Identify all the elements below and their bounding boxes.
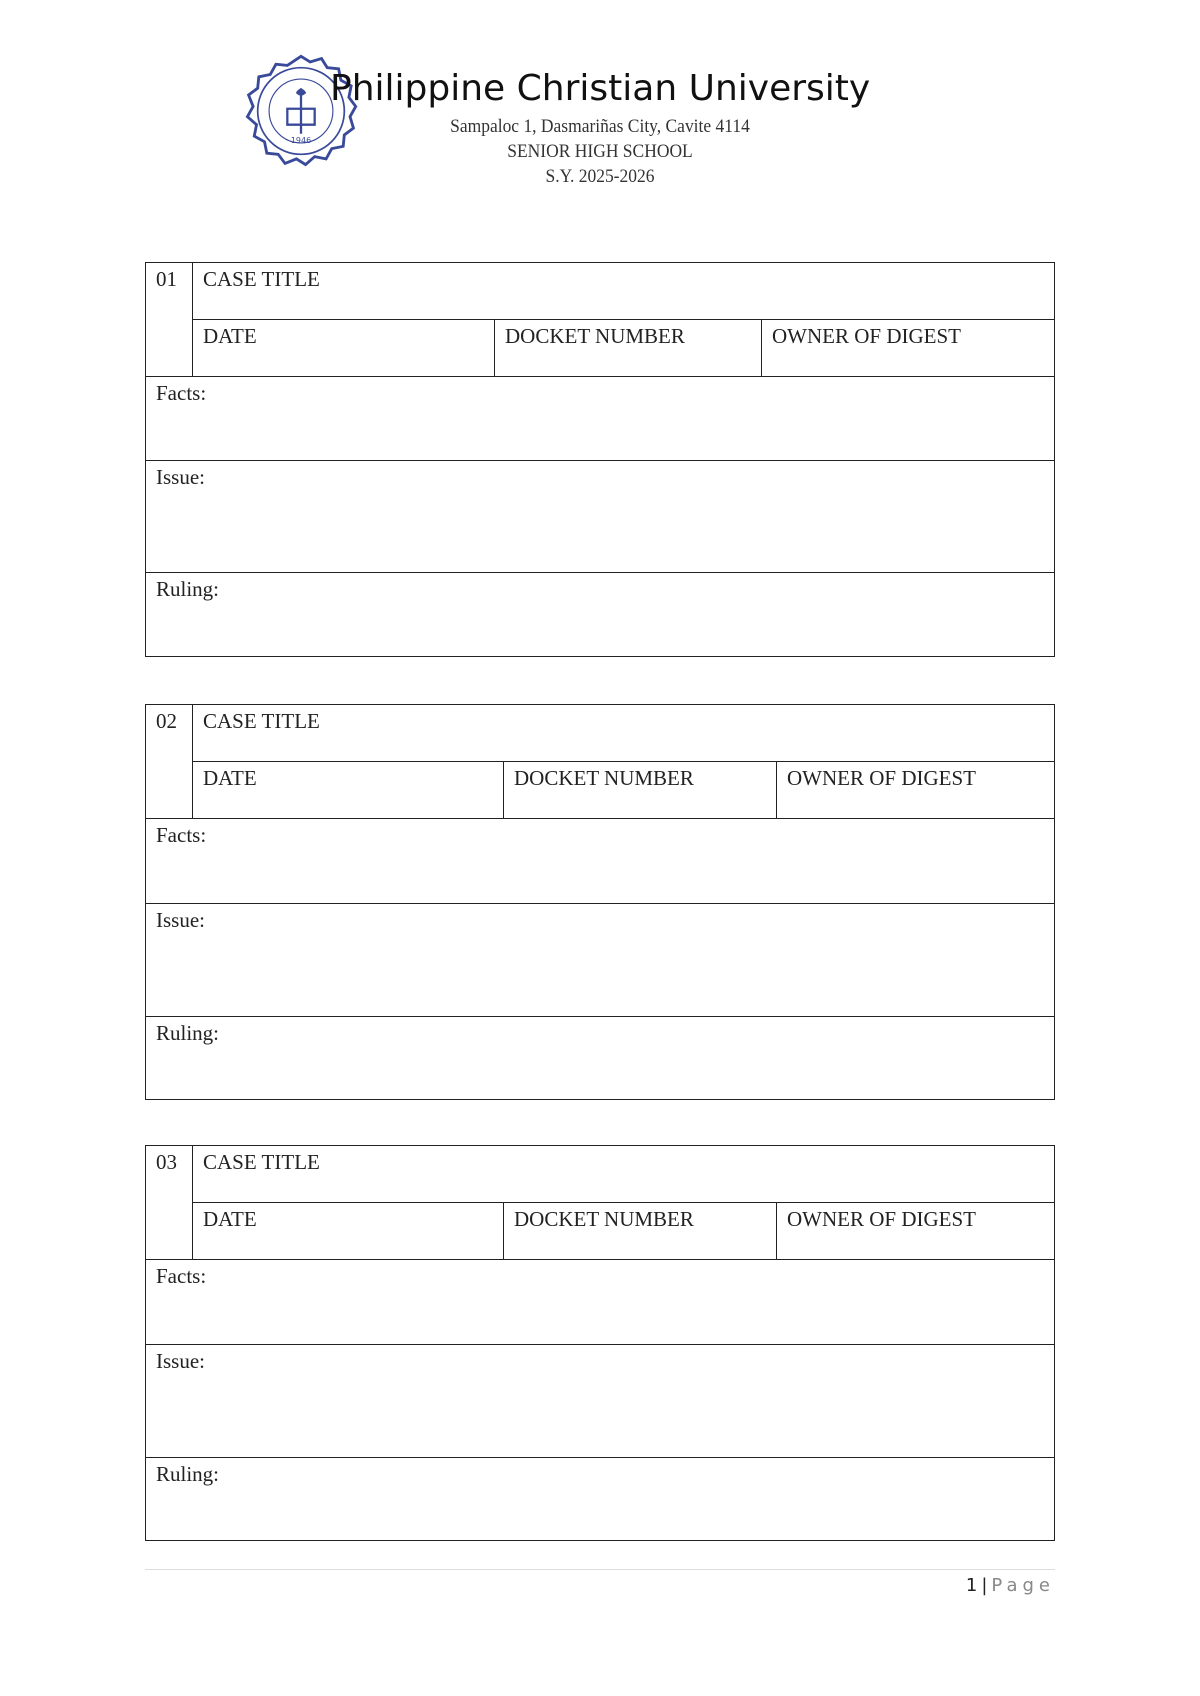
case-digest-table [145, 262, 1055, 657]
facts-label: Facts: [156, 1264, 207, 1288]
case-title-field[interactable]: CASE TITLE [193, 263, 1054, 320]
issue-field[interactable] [146, 461, 1054, 573]
case-title-field[interactable]: CASE TITLE [193, 1146, 1054, 1203]
owner-of-digest-field[interactable]: OWNER OF DIGEST [787, 766, 976, 790]
case-number: 01 [146, 263, 193, 376]
facts-field[interactable] [146, 377, 1054, 461]
school-year: S.Y. 2025-2026 [545, 166, 655, 187]
footer-divider [145, 1569, 1055, 1570]
page-number: 1 [965, 1575, 978, 1596]
owner-of-digest-field[interactable]: OWNER OF DIGEST [787, 1207, 976, 1231]
issue-label: Issue: [156, 465, 205, 489]
ruling-label: Ruling: [156, 1021, 220, 1045]
docket-number-field[interactable]: DOCKET NUMBER [504, 762, 777, 818]
facts-label: Facts: [156, 823, 207, 847]
page-label: Page [991, 1575, 1055, 1596]
facts-field[interactable] [146, 1260, 1054, 1345]
issue-field[interactable] [146, 904, 1054, 1017]
ruling-label: Ruling: [156, 1462, 220, 1486]
ruling-field[interactable] [146, 573, 1054, 656]
issue-label: Issue: [156, 908, 205, 932]
svg-text:1946: 1946 [290, 135, 312, 145]
owner-of-digest-field[interactable]: OWNER OF DIGEST [772, 324, 961, 348]
case-digest-table [145, 1145, 1055, 1541]
date-field[interactable]: DATE [193, 762, 504, 818]
docket-number-field[interactable]: DOCKET NUMBER [495, 320, 762, 376]
university-name: Philippine Christian University [330, 68, 871, 109]
department: SENIOR HIGH SCHOOL [507, 141, 693, 162]
page-separator: | [981, 1575, 988, 1596]
ruling-label: Ruling: [156, 577, 220, 601]
date-field[interactable]: DATE [193, 320, 495, 376]
facts-label: Facts: [156, 381, 207, 405]
ruling-field[interactable] [146, 1458, 1054, 1540]
case-title-field[interactable]: CASE TITLE [193, 705, 1054, 762]
case-digest-table [145, 704, 1055, 1100]
page-footer [966, 1575, 1055, 1596]
issue-field[interactable] [146, 1345, 1054, 1458]
case-number: 03 [146, 1146, 193, 1259]
issue-label: Issue: [156, 1349, 205, 1373]
facts-field[interactable] [146, 819, 1054, 904]
ruling-field[interactable] [146, 1017, 1054, 1099]
address: Sampaloc 1, Dasmariñas City, Cavite 4114 [450, 116, 750, 137]
date-field[interactable]: DATE [193, 1203, 504, 1259]
docket-number-field[interactable]: DOCKET NUMBER [504, 1203, 777, 1259]
case-number: 02 [146, 705, 193, 818]
